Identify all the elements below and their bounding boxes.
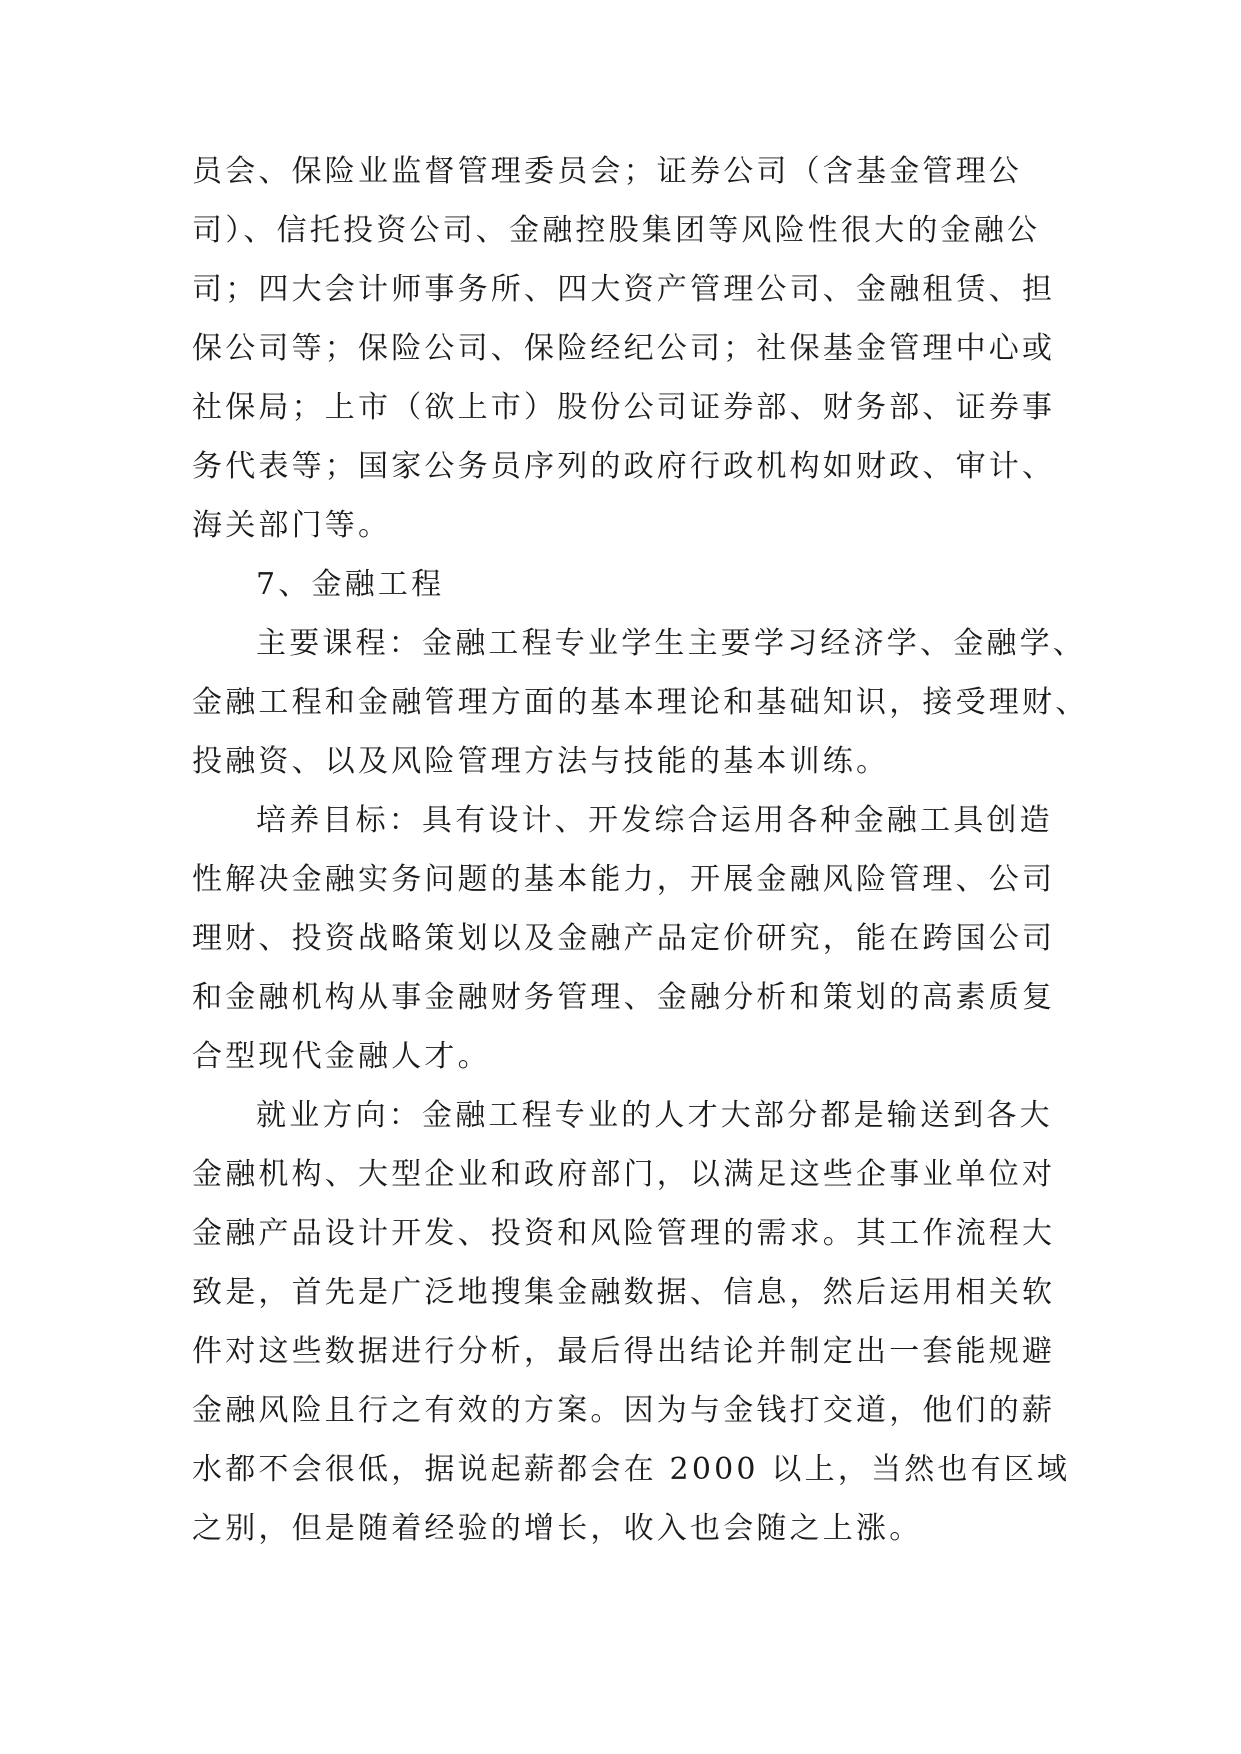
- text-line: 致是，首先是广泛地搜集金融数据、信息，然后运用相关软: [192, 1275, 1056, 1310]
- text-line: 务代表等；国家公务员序列的政府行政机构如财政、审计、: [192, 449, 1056, 484]
- section-heading: 7、金融工程: [256, 567, 445, 602]
- text-line: 水都不会很低，据说起薪都会在 2000 以上，当然也有区域: [192, 1452, 1071, 1487]
- text-line: 司）、信托投资公司、金融控股集团等风险性很大的金融公: [192, 213, 1041, 248]
- text-line: 培养目标：具有设计、开发综合运用各种金融工具创造: [256, 803, 1053, 838]
- text-line: 主要课程：金融工程专业学生主要学习经济学、金融学、: [256, 626, 1086, 661]
- text-line: 金融工程和金融管理方面的基本理论和基础知识，接受理财、: [192, 685, 1089, 720]
- text-line: 理财、投资战略策划以及金融产品定价研究，能在跨国公司: [192, 921, 1056, 956]
- text-line: 和金融机构从事金融财务管理、金融分析和策划的高素质复: [192, 980, 1056, 1015]
- text-line: 合型现代金融人才。: [192, 1039, 491, 1074]
- text-line: 件对这些数据进行分析，最后得出结论并制定出一套能规避: [192, 1334, 1056, 1369]
- text-line: 金融产品设计开发、投资和风险管理的需求。其工作流程大: [192, 1216, 1056, 1251]
- text-line: 司；四大会计师事务所、四大资产管理公司、金融租赁、担: [192, 272, 1056, 307]
- text-line: 性解决金融实务问题的基本能力，开展金融风险管理、公司: [192, 862, 1056, 897]
- text-line: 海关部门等。: [192, 508, 392, 543]
- text-line: 员会、保险业监督管理委员会；证券公司（含基金管理公: [192, 154, 1022, 189]
- text-line: 金融机构、大型企业和政府部门，以满足这些企事业单位对: [192, 1157, 1056, 1192]
- text-line: 之别，但是随着经验的增长，收入也会随之上涨。: [192, 1511, 923, 1546]
- text-line: 就业方向：金融工程专业的人才大部分都是输送到各大: [256, 1098, 1053, 1133]
- text-line: 社保局；上市（欲上市）股份公司证券部、财务部、证券事: [192, 390, 1056, 425]
- text-line: 保公司等；保险公司、保险经纪公司；社保基金管理中心或: [192, 331, 1056, 366]
- text-line: 金融风险且行之有效的方案。因为与金钱打交道，他们的薪: [192, 1393, 1056, 1428]
- text-line: 投融资、以及风险管理方法与技能的基本训练。: [192, 744, 890, 779]
